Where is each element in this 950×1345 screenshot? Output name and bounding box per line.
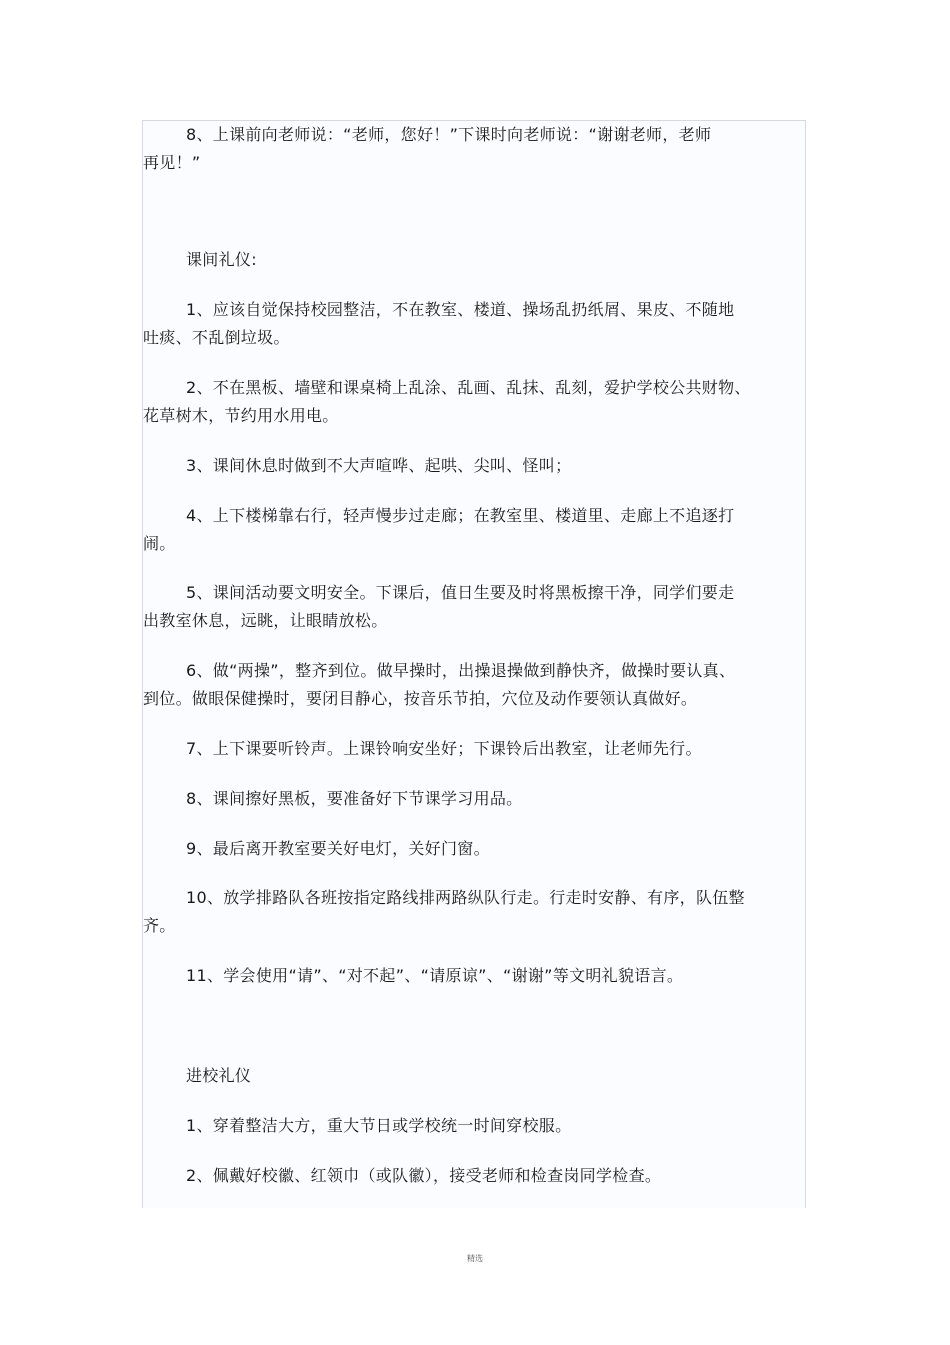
- document-page: [142, 120, 806, 1208]
- list-item: 9、最后离开教室要关好电灯，关好门窗。: [186, 839, 490, 858]
- list-item: 7、上下课要听铃声。上课铃响安坐好；下课铃后出教室，让老师先行。: [186, 739, 702, 758]
- list-item: 11、学会使用“请”、“对不起”、“请原谅”、“谢谢”等文明礼貌语言。: [186, 966, 684, 985]
- paragraph-line: 再见！”: [143, 153, 201, 172]
- footer-label: 精选: [467, 1254, 483, 1263]
- list-item: 8、课间擦好黑板，要准备好下节课学习用品。: [186, 789, 523, 808]
- paragraph-line: 8、上课前向老师说：“老师，您好！”下课时向老师说：“谢谢老师，老师: [186, 125, 712, 144]
- list-item: 10、放学排路队各班按指定路线排两路纵队行走。行走时安静、有序，队伍整 齐。: [143, 888, 745, 935]
- list-item: 4、上下楼梯靠右行，轻声慢步过走廊；在教室里、楼道里、走廊上不追逐打 闹。: [143, 506, 735, 553]
- paragraph-item-8-greeting: [143, 121, 767, 177]
- section-title-school-entry-etiquette: 进校礼仪: [186, 1066, 252, 1085]
- section-title-break-etiquette: 课间礼仪:: [186, 250, 257, 269]
- list-item: 6、做“两操”，整齐到位。做早操时，出操退操做到静快齐，做操时要认真、 到位。做眼保健操时，要闭目静心，按音乐节拍，穴位及动作要领认真做好。: [143, 661, 736, 708]
- list-item: 2、佩戴好校徽、红领巾（或队徽），接受老师和检查岗同学检查。: [186, 1166, 662, 1185]
- list-item: 2、不在黑板、墙壁和课桌椅上乱涂、乱画、乱抹、乱刻，爱护学校公共财物、 花草树木，节约用水用电。: [143, 378, 751, 425]
- list-item: 3、课间休息时做到不大声喧哗、起哄、尖叫、怪叫；: [186, 456, 572, 475]
- list-item: 5、课间活动要文明安全。下课后，值日生要及时将黑板擦干净，同学们要走 出教室休息，远眺，让眼睛放松。: [143, 583, 735, 630]
- list-item: 1、穿着整洁大方，重大节日或学校统一时间穿校服。: [186, 1116, 572, 1135]
- list-item: 1、应该自觉保持校园整洁，不在教室、楼道、操场乱扔纸屑、果皮、不随地 吐痰、不乱倒垃圾。: [143, 300, 735, 347]
